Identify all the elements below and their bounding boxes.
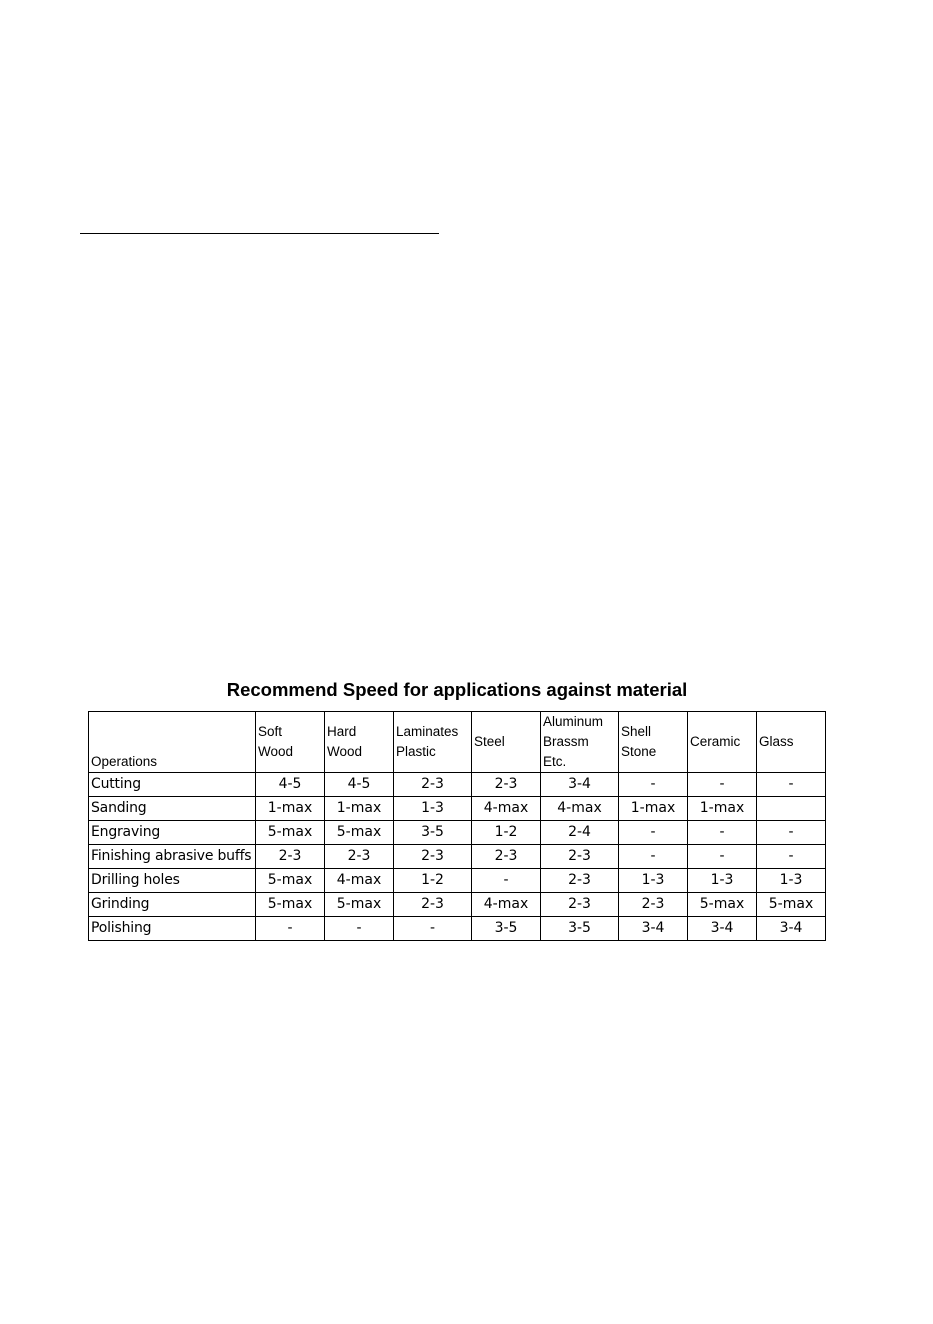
speed-cell: 3-4 (688, 917, 757, 941)
speed-cell: 2-3 (472, 773, 541, 797)
speed-cell: 1-max (325, 797, 394, 821)
table-header-row (89, 712, 826, 773)
material-header: Glass (757, 712, 826, 773)
speed-cell: 2-3 (541, 893, 619, 917)
speed-cell: 4-max (472, 797, 541, 821)
speed-cell: 2-3 (256, 845, 325, 869)
speed-table (88, 711, 826, 941)
speed-cell: 4-5 (325, 773, 394, 797)
speed-cell: - (325, 917, 394, 941)
table-row (89, 893, 826, 917)
speed-cell: - (472, 869, 541, 893)
speed-cell: 2-3 (619, 893, 688, 917)
material-header: Steel (472, 712, 541, 773)
speed-cell: 5-max (325, 821, 394, 845)
speed-cell: - (757, 773, 826, 797)
speed-cell: - (619, 773, 688, 797)
speed-cell: - (688, 845, 757, 869)
speed-cell: 1-max (256, 797, 325, 821)
operation-cell: Polishing (89, 917, 256, 941)
table-row (89, 845, 826, 869)
speed-cell: 1-3 (688, 869, 757, 893)
speed-cell: - (394, 917, 472, 941)
operations-header: Operations (89, 712, 256, 773)
speed-cell: 3-4 (619, 917, 688, 941)
speed-cell: - (688, 773, 757, 797)
speed-cell: 2-3 (472, 845, 541, 869)
operation-cell: Grinding (89, 893, 256, 917)
operation-cell: Drilling holes (89, 869, 256, 893)
material-header: Hard Wood (325, 712, 394, 773)
material-header: Aluminum Brassm Etc. (541, 712, 619, 773)
material-header: Shell Stone (619, 712, 688, 773)
speed-cell: 3-5 (472, 917, 541, 941)
table-row (89, 821, 826, 845)
operation-cell: Cutting (89, 773, 256, 797)
speed-cell: - (619, 821, 688, 845)
speed-cell: 2-3 (541, 869, 619, 893)
material-header: Laminates Plastic (394, 712, 472, 773)
speed-cell: 2-3 (394, 845, 472, 869)
speed-cell: 1-max (619, 797, 688, 821)
speed-cell: 4-max (325, 869, 394, 893)
speed-cell (757, 797, 826, 821)
speed-cell: - (619, 845, 688, 869)
speed-cell: - (688, 821, 757, 845)
speed-cell: 4-5 (256, 773, 325, 797)
material-header: Soft Wood (256, 712, 325, 773)
speed-cell: 1-2 (394, 869, 472, 893)
speed-cell: 3-4 (757, 917, 826, 941)
table-row (89, 869, 826, 893)
speed-cell: 1-3 (619, 869, 688, 893)
speed-cell: - (256, 917, 325, 941)
speed-cell: 1-3 (757, 869, 826, 893)
speed-cell: - (757, 845, 826, 869)
speed-cell: 1-max (688, 797, 757, 821)
table-row (89, 917, 826, 941)
horizontal-rule (80, 233, 439, 234)
speed-cell: 5-max (688, 893, 757, 917)
speed-cell: 5-max (325, 893, 394, 917)
speed-cell: 5-max (256, 893, 325, 917)
speed-cell: 3-5 (541, 917, 619, 941)
table-row (89, 773, 826, 797)
speed-cell: 3-4 (541, 773, 619, 797)
speed-cell: 4-max (541, 797, 619, 821)
speed-cell: 1-3 (394, 797, 472, 821)
speed-cell: 3-5 (394, 821, 472, 845)
speed-cell: - (757, 821, 826, 845)
speed-cell: 2-3 (394, 893, 472, 917)
operation-cell: Finishing abrasive buffs (89, 845, 256, 869)
operation-cell: Engraving (89, 821, 256, 845)
table-title: Recommend Speed for applications against material (226, 679, 688, 700)
speed-cell: 2-3 (394, 773, 472, 797)
material-header: Ceramic (688, 712, 757, 773)
speed-cell: 1-2 (472, 821, 541, 845)
speed-cell: 5-max (256, 821, 325, 845)
speed-cell: 2-4 (541, 821, 619, 845)
table-row (89, 797, 826, 821)
speed-cell: 2-3 (541, 845, 619, 869)
speed-cell: 5-max (757, 893, 826, 917)
operation-cell: Sanding (89, 797, 256, 821)
speed-cell: 5-max (256, 869, 325, 893)
speed-cell: 2-3 (325, 845, 394, 869)
speed-cell: 4-max (472, 893, 541, 917)
